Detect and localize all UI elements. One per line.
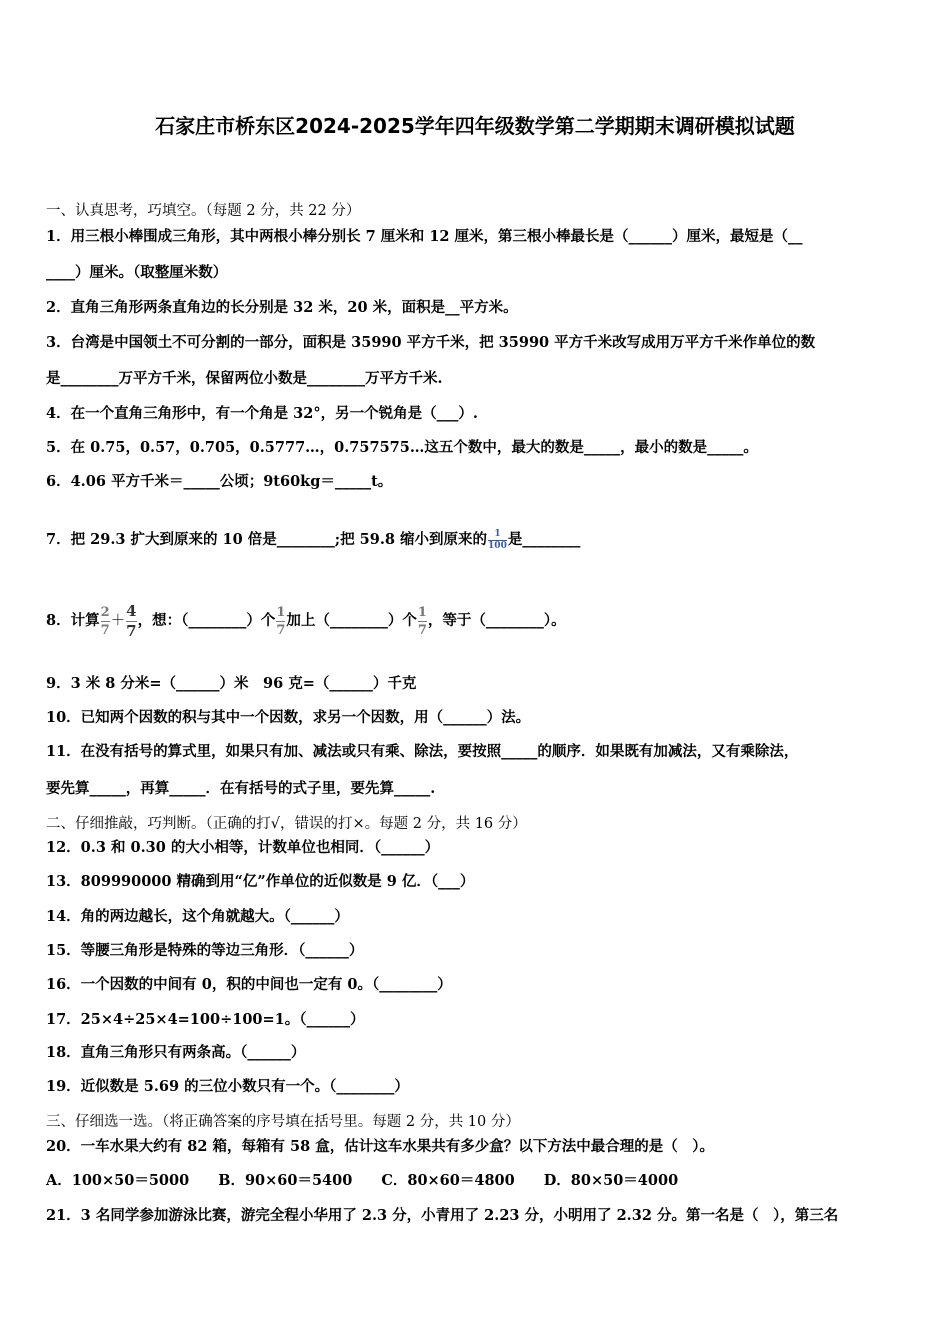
fraction-one-seventh-a: $\frac{1}{7}$ (276, 604, 286, 638)
question-7-part-1: 7．把 29.3 扩大到原来的 10 倍是________;把 59.8 缩小到原来的 (46, 531, 488, 548)
question-13: 13．809990000 精确到用“亿”作单位的近似数是 9 亿．（___） (46, 873, 475, 890)
question-8-mid-1: ，想：（________）个 (137, 612, 276, 629)
question-8-lead: 8．计算 (46, 612, 100, 629)
question-7 (46, 520, 580, 560)
plus-sign: ＋ (110, 613, 126, 629)
question-8-tail: ，等于（________）。 (427, 612, 566, 629)
question-8 (46, 594, 566, 648)
question-6: 6．4.06 平方千米＝_____公顷；9t60kg＝_____t。 (46, 473, 393, 490)
question-11-line-1: 11．在没有括号的算式里，如果只有加、减法或只有乘、除法，要按照_____的顺序．如果既有加减法，又有乘除法， (46, 743, 799, 760)
question-20: 20．一车水果大约有 82 箱，每箱有 58 盒，估计这车水果共有多少盒？以下方法中最合理的是（ ）。 (46, 1138, 714, 1155)
question-8-mid-2: 加上（________）个 (286, 612, 417, 629)
question-1-line-2: ____）厘米。（取整厘米数） (46, 264, 228, 281)
question-15: 15．等腰三角形是特殊的等边三角形．（______） (46, 942, 364, 959)
section-2-heading: 二、仔细推敲，巧判断。（正确的打√，错误的打×。每题 2 分，共 16 分） (46, 816, 527, 832)
question-11-line-2: 要先算_____，再算_____．在有括号的式子里，要先算_____. (46, 780, 436, 797)
question-2: 2．直角三角形两条直角边的长分别是 32 米，20 米，面积是__平方米。 (46, 299, 518, 316)
question-3-line-2: 是________万平方千米，保留两位小数是________万平方千米. (46, 370, 443, 387)
page-title: 石家庄市桥东区2024-2025学年四年级数学第二学期期末调研模拟试题 (155, 114, 795, 138)
question-12: 12．0.3 和 0.30 的大小相等，计数单位也相同．（______） (46, 839, 440, 856)
question-3-line-1: 3．台湾是中国领土不可分割的一部分，面积是 35990 平方千米，把 35990 平方千米改写成用万平方千米作单位的数 (46, 334, 816, 351)
question-7-part-2: 是________ (507, 531, 581, 548)
question-9: 9．3 米 8 分米=（______）米 96 克=（______）千克 (46, 675, 417, 692)
question-20-options: A．100×50＝5000 B．90×60＝5400 C．80×60＝4800 D．80×50＝4000 (46, 1172, 679, 1189)
question-16: 16．一个因数的中间有 0，积的中间也一定有 0。（________） (46, 976, 452, 993)
question-5: 5．在 0.75，0.57，0.705，0.5777…，0.757575…这五个数中，最大的数是_____，最小的数是_____。 (46, 439, 758, 456)
section-3-heading: 三、仔细选一选。（将正确答案的序号填在括号里。每题 2 分，共 10 分） (46, 1114, 520, 1130)
question-21: 21．3 名同学参加游泳比赛，游完全程小华用了 2.3 分，小青用了 2.23 分，小明用了 2.32 分。第一名是（ ），第三名 (46, 1207, 839, 1224)
question-4: 4．在一个直角三角形中，有一个角是 32°，另一个锐角是（___）. (46, 405, 478, 422)
section-1-heading: 一、认真思考，巧填空。（每题 2 分，共 22 分） (46, 203, 361, 219)
question-14: 14．角的两边越长，这个角就越大。（______） (46, 908, 349, 925)
fraction-one-hundredth: $\frac{1}{100}$ (488, 528, 507, 551)
fraction-two-sevenths: $\frac{2}{7}$ (100, 604, 110, 638)
fraction-one-seventh-b: $\frac{1}{7}$ (417, 604, 427, 638)
question-10: 10．已知两个因数的积与其中一个因数，求另一个因数，用（______）法。 (46, 709, 531, 726)
question-19: 19．近似数是 5.69 的三位小数只有一个。（________） (46, 1078, 409, 1095)
question-17: 17．25×4÷25×4=100÷100=1。（______） (46, 1011, 365, 1028)
fraction-four-sevenths: $\frac{4}{7}$ (126, 601, 137, 640)
question-18: 18．直角三角形只有两条高。（______） (46, 1044, 306, 1061)
question-1-line-1: 1．用三根小棒围成三角形，其中两根小棒分别长 7 厘米和 12 厘米，第三根小棒最长是（______）厘米，最短是（__ (46, 228, 803, 245)
